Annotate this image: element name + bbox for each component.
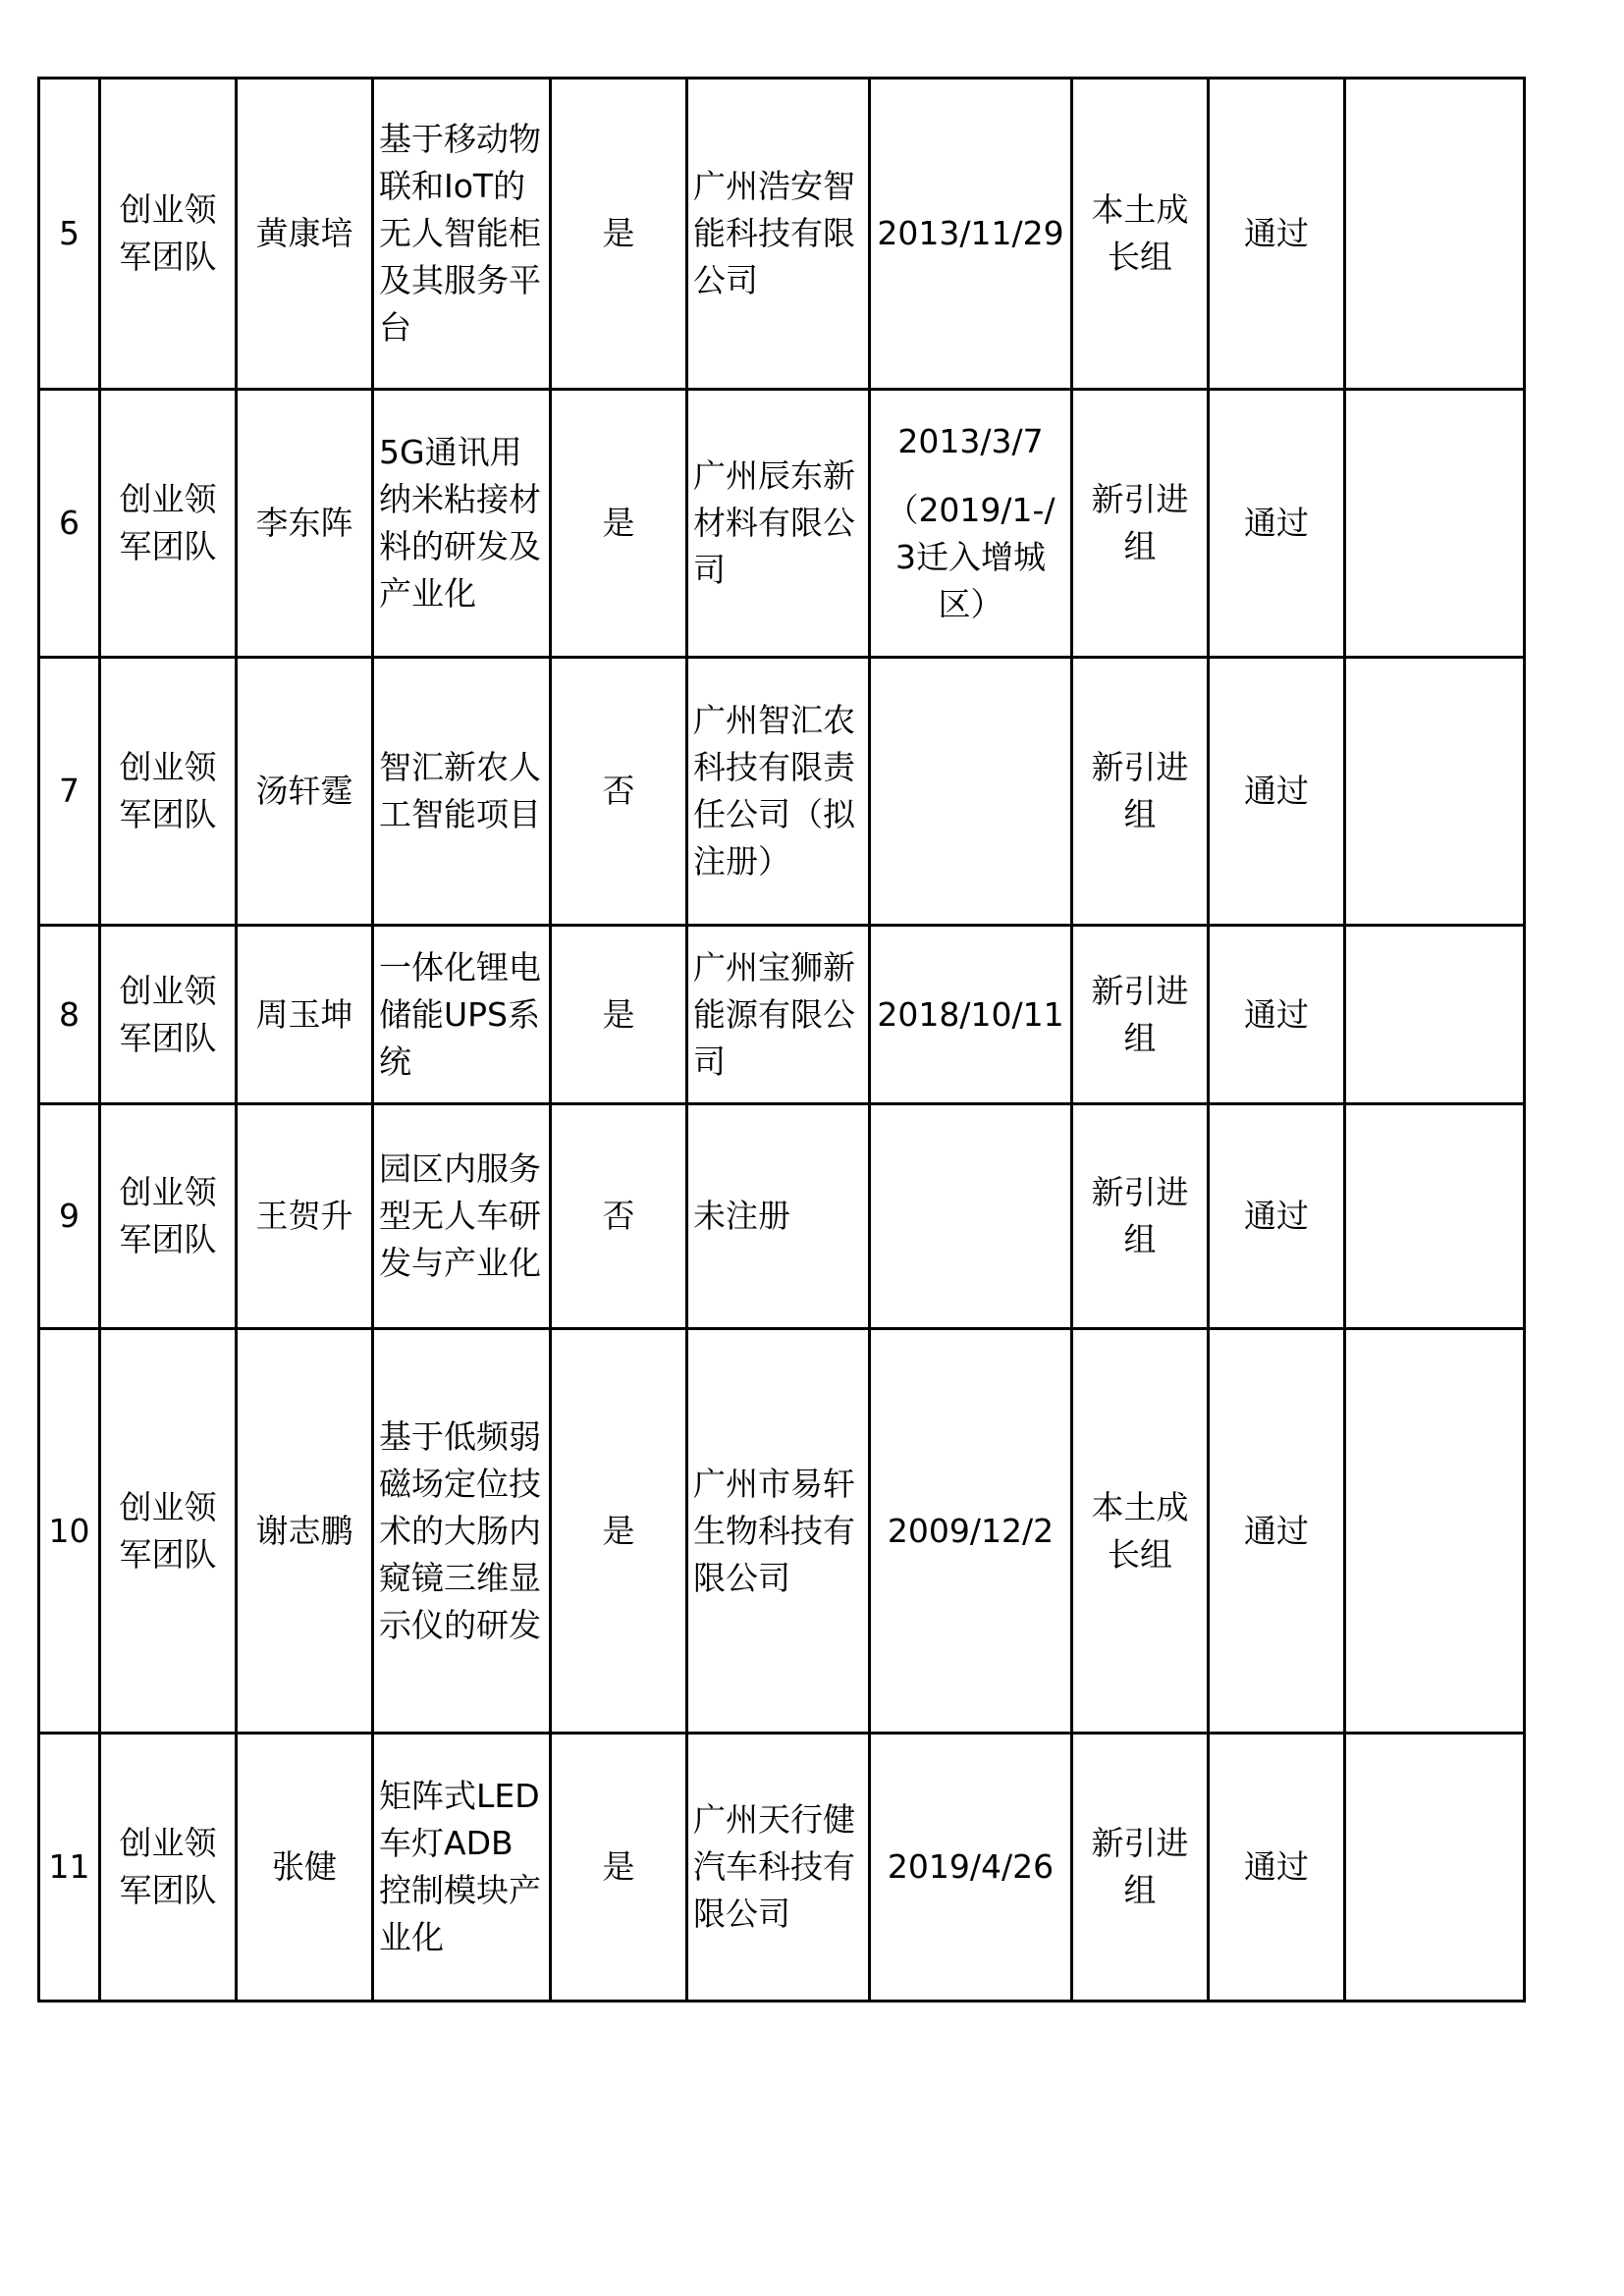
relocation-note: （2019/1-/3迁入增城区） bbox=[886, 491, 1056, 623]
remark-cell bbox=[1345, 1104, 1525, 1329]
row-number-cell: 8 bbox=[39, 926, 100, 1104]
remark-cell bbox=[1345, 658, 1525, 926]
registration-date-cell bbox=[870, 79, 1072, 390]
company-name-cell: 广州浩安智能科技有限公司 bbox=[687, 79, 870, 390]
remark-cell bbox=[1345, 1329, 1525, 1734]
project-name-cell: 智汇新农人工智能项目 bbox=[373, 658, 551, 926]
row-number-cell: 7 bbox=[39, 658, 100, 926]
registered-status-cell: 是 bbox=[551, 79, 687, 390]
registered-status-cell: 是 bbox=[551, 390, 687, 658]
category-cell: 创业领军团队 bbox=[100, 1734, 237, 2002]
leader-name-cell: 王贺升 bbox=[237, 1104, 373, 1329]
leader-name-cell: 张健 bbox=[237, 1734, 373, 2002]
review-result-cell: 通过 bbox=[1209, 1734, 1345, 2002]
group-cell: 新引进组 bbox=[1072, 390, 1209, 658]
category-cell: 创业领军团队 bbox=[100, 658, 237, 926]
company-name-cell: 未注册 bbox=[687, 1104, 870, 1329]
table-row bbox=[39, 926, 1525, 1104]
registration-date-cell bbox=[870, 1104, 1072, 1329]
category-cell: 创业领军团队 bbox=[100, 79, 237, 390]
registered-status-cell: 是 bbox=[551, 926, 687, 1104]
project-name-cell: 矩阵式LED车灯ADB控制模块产业化 bbox=[373, 1734, 551, 2002]
group-cell: 本土成长组 bbox=[1072, 1329, 1209, 1734]
group-cell: 新引进组 bbox=[1072, 1734, 1209, 2002]
review-result-cell: 通过 bbox=[1209, 658, 1345, 926]
leader-name-cell: 汤轩霆 bbox=[237, 658, 373, 926]
project-name-cell: 一体化锂电储能UPS系统 bbox=[373, 926, 551, 1104]
registered-status-cell: 否 bbox=[551, 658, 687, 926]
category-cell: 创业领军团队 bbox=[100, 1329, 237, 1734]
category-cell: 创业领军团队 bbox=[100, 390, 237, 658]
group-cell: 新引进组 bbox=[1072, 658, 1209, 926]
table-row bbox=[39, 79, 1525, 390]
table-row bbox=[39, 1734, 1525, 2002]
remark-cell bbox=[1345, 926, 1525, 1104]
project-name-cell: 5G通讯用纳米粘接材料的研发及产业化 bbox=[373, 390, 551, 658]
company-name-cell: 广州辰东新材料有限公司 bbox=[687, 390, 870, 658]
project-name-cell: 基于移动物联和IoT的无人智能柜及其服务平台 bbox=[373, 79, 551, 390]
registration-date: 2009/12/2 bbox=[887, 1511, 1055, 1550]
review-result-cell: 通过 bbox=[1209, 79, 1345, 390]
registration-date-cell bbox=[870, 1329, 1072, 1734]
company-name-cell: 广州宝狮新能源有限公司 bbox=[687, 926, 870, 1104]
group-cell: 新引进组 bbox=[1072, 926, 1209, 1104]
registration-date-cell bbox=[870, 658, 1072, 926]
registration-date-cell bbox=[870, 1734, 1072, 2002]
group-cell: 本土成长组 bbox=[1072, 79, 1209, 390]
leader-name-cell: 周玉坤 bbox=[237, 926, 373, 1104]
company-name-cell: 广州市易轩生物科技有限公司 bbox=[687, 1329, 870, 1734]
group-cell: 新引进组 bbox=[1072, 1104, 1209, 1329]
table-row bbox=[39, 1329, 1525, 1734]
category-cell: 创业领军团队 bbox=[100, 1104, 237, 1329]
row-number-cell: 6 bbox=[39, 390, 100, 658]
registration-date: 2019/4/26 bbox=[887, 1847, 1055, 1886]
project-name-cell: 园区内服务型无人车研发与产业化 bbox=[373, 1104, 551, 1329]
registered-status-cell: 否 bbox=[551, 1104, 687, 1329]
leader-name-cell: 谢志鹏 bbox=[237, 1329, 373, 1734]
remark-cell bbox=[1345, 390, 1525, 658]
table-row bbox=[39, 1104, 1525, 1329]
registered-status-cell: 是 bbox=[551, 1329, 687, 1734]
review-result-cell: 通过 bbox=[1209, 1329, 1345, 1734]
review-result-cell: 通过 bbox=[1209, 390, 1345, 658]
row-number-cell: 9 bbox=[39, 1104, 100, 1329]
remark-cell bbox=[1345, 79, 1525, 390]
row-number-cell: 10 bbox=[39, 1329, 100, 1734]
remark-cell bbox=[1345, 1734, 1525, 2002]
project-name-cell: 基于低频弱磁场定位技术的大肠内窥镜三维显示仪的研发 bbox=[373, 1329, 551, 1734]
registration-date-cell bbox=[870, 390, 1072, 658]
review-result-cell: 通过 bbox=[1209, 1104, 1345, 1329]
registration-date: 2018/10/11 bbox=[877, 994, 1064, 1034]
table-row bbox=[39, 658, 1525, 926]
registration-date: 2013/3/7 bbox=[897, 422, 1044, 460]
category-cell: 创业领军团队 bbox=[100, 926, 237, 1104]
registration-date-cell bbox=[870, 926, 1072, 1104]
company-name-cell: 广州智汇农科技有限责任公司（拟注册） bbox=[687, 658, 870, 926]
registration-date: 2013/11/29 bbox=[877, 214, 1064, 252]
leader-name-cell: 黄康培 bbox=[237, 79, 373, 390]
review-result-cell: 通过 bbox=[1209, 926, 1345, 1104]
talent-project-table bbox=[37, 77, 1526, 2002]
leader-name-cell: 李东阵 bbox=[237, 390, 373, 658]
row-number-cell: 11 bbox=[39, 1734, 100, 2002]
registered-status-cell: 是 bbox=[551, 1734, 687, 2002]
company-name-cell: 广州天行健汽车科技有限公司 bbox=[687, 1734, 870, 2002]
table-row bbox=[39, 390, 1525, 658]
row-number-cell: 5 bbox=[39, 79, 100, 390]
